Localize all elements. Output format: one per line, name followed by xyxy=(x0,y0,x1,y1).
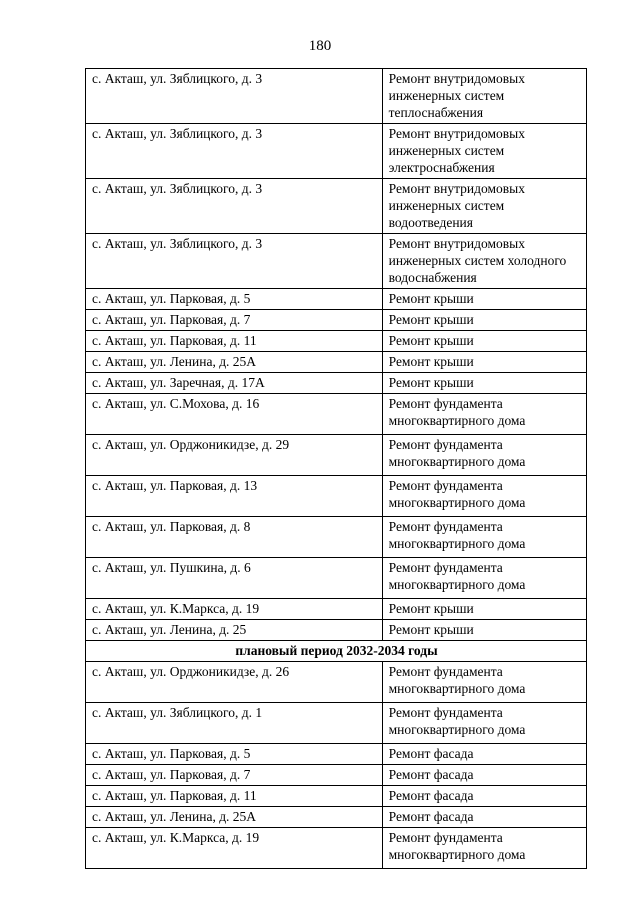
table-row xyxy=(86,124,587,179)
address-cell: с. Акташ, ул. Парковая, д. 8 xyxy=(86,517,383,558)
section-heading-row xyxy=(86,641,587,662)
table-row xyxy=(86,620,587,641)
work-type-cell: Ремонт фундамента многоквартирного дома xyxy=(382,828,586,869)
work-type-cell: Ремонт внутридомовых инженерных систем теплоснабжения xyxy=(382,69,586,124)
address-cell: с. Акташ, ул. Пушкина, д. 6 xyxy=(86,558,383,599)
work-type-cell: Ремонт фундамента многоквартирного дома xyxy=(382,476,586,517)
table-row xyxy=(86,435,587,476)
address-cell: с. Акташ, ул. Орджоникидзе, д. 26 xyxy=(86,662,383,703)
work-type-cell: Ремонт крыши xyxy=(382,331,586,352)
work-type-cell: Ремонт крыши xyxy=(382,620,586,641)
table-row xyxy=(86,786,587,807)
address-cell: с. Акташ, ул. Зяблицкого, д. 3 xyxy=(86,234,383,289)
table-row xyxy=(86,352,587,373)
address-cell: с. Акташ, ул. Парковая, д. 11 xyxy=(86,786,383,807)
table-row xyxy=(86,744,587,765)
section-heading: плановый период 2032-2034 годы xyxy=(86,641,587,662)
address-cell: с. Акташ, ул. Парковая, д. 5 xyxy=(86,289,383,310)
table-row xyxy=(86,558,587,599)
work-type-cell: Ремонт крыши xyxy=(382,373,586,394)
work-type-cell: Ремонт крыши xyxy=(382,289,586,310)
table-row xyxy=(86,289,587,310)
work-type-cell: Ремонт внутридомовых инженерных систем водоотведения xyxy=(382,179,586,234)
address-cell: с. Акташ, ул. Парковая, д. 7 xyxy=(86,310,383,331)
work-type-cell: Ремонт внутридомовых инженерных систем холодного водоснабжения xyxy=(382,234,586,289)
table-row xyxy=(86,807,587,828)
work-type-cell: Ремонт фундамента многоквартирного дома xyxy=(382,558,586,599)
address-cell: с. Акташ, ул. Ленина, д. 25А xyxy=(86,807,383,828)
repair-schedule-table xyxy=(85,68,587,869)
table-row xyxy=(86,394,587,435)
address-cell: с. Акташ, ул. Заречная, д. 17А xyxy=(86,373,383,394)
work-type-cell: Ремонт фасада xyxy=(382,765,586,786)
table-row xyxy=(86,599,587,620)
table-row xyxy=(86,517,587,558)
work-type-cell: Ремонт фасада xyxy=(382,786,586,807)
address-cell: с. Акташ, ул. Зяблицкого, д. 1 xyxy=(86,703,383,744)
work-type-cell: Ремонт внутридомовых инженерных систем электроснабжения xyxy=(382,124,586,179)
address-cell: с. Акташ, ул. С.Мохова, д. 16 xyxy=(86,394,383,435)
work-type-cell: Ремонт фасада xyxy=(382,744,586,765)
address-cell: с. Акташ, ул. К.Маркса, д. 19 xyxy=(86,828,383,869)
work-type-cell: Ремонт крыши xyxy=(382,599,586,620)
table-row xyxy=(86,703,587,744)
table-row xyxy=(86,373,587,394)
address-cell: с. Акташ, ул. Зяблицкого, д. 3 xyxy=(86,124,383,179)
table-row xyxy=(86,476,587,517)
work-type-cell: Ремонт фундамента многоквартирного дома xyxy=(382,662,586,703)
address-cell: с. Акташ, ул. Зяблицкого, д. 3 xyxy=(86,179,383,234)
table-row xyxy=(86,310,587,331)
work-type-cell: Ремонт фасада xyxy=(382,807,586,828)
work-type-cell: Ремонт крыши xyxy=(382,352,586,373)
work-type-cell: Ремонт фундамента многоквартирного дома xyxy=(382,394,586,435)
table-row xyxy=(86,765,587,786)
address-cell: с. Акташ, ул. Зяблицкого, д. 3 xyxy=(86,69,383,124)
work-type-cell: Ремонт фундамента многоквартирного дома xyxy=(382,517,586,558)
address-cell: с. Акташ, ул. Орджоникидзе, д. 29 xyxy=(86,435,383,476)
work-type-cell: Ремонт фундамента многоквартирного дома xyxy=(382,703,586,744)
address-cell: с. Акташ, ул. Ленина, д. 25 xyxy=(86,620,383,641)
table-row xyxy=(86,69,587,124)
address-cell: с. Акташ, ул. Парковая, д. 5 xyxy=(86,744,383,765)
address-cell: с. Акташ, ул. Парковая, д. 7 xyxy=(86,765,383,786)
page-number: 180 xyxy=(308,38,332,54)
table-row xyxy=(86,234,587,289)
address-cell: с. Акташ, ул. Ленина, д. 25А xyxy=(86,352,383,373)
work-type-cell: Ремонт фундамента многоквартирного дома xyxy=(382,435,586,476)
table-row xyxy=(86,662,587,703)
work-type-cell: Ремонт крыши xyxy=(382,310,586,331)
address-cell: с. Акташ, ул. Парковая, д. 11 xyxy=(86,331,383,352)
table-row xyxy=(86,179,587,234)
address-cell: с. Акташ, ул. Парковая, д. 13 xyxy=(86,476,383,517)
address-cell: с. Акташ, ул. К.Маркса, д. 19 xyxy=(86,599,383,620)
table-row xyxy=(86,828,587,869)
table-row xyxy=(86,331,587,352)
